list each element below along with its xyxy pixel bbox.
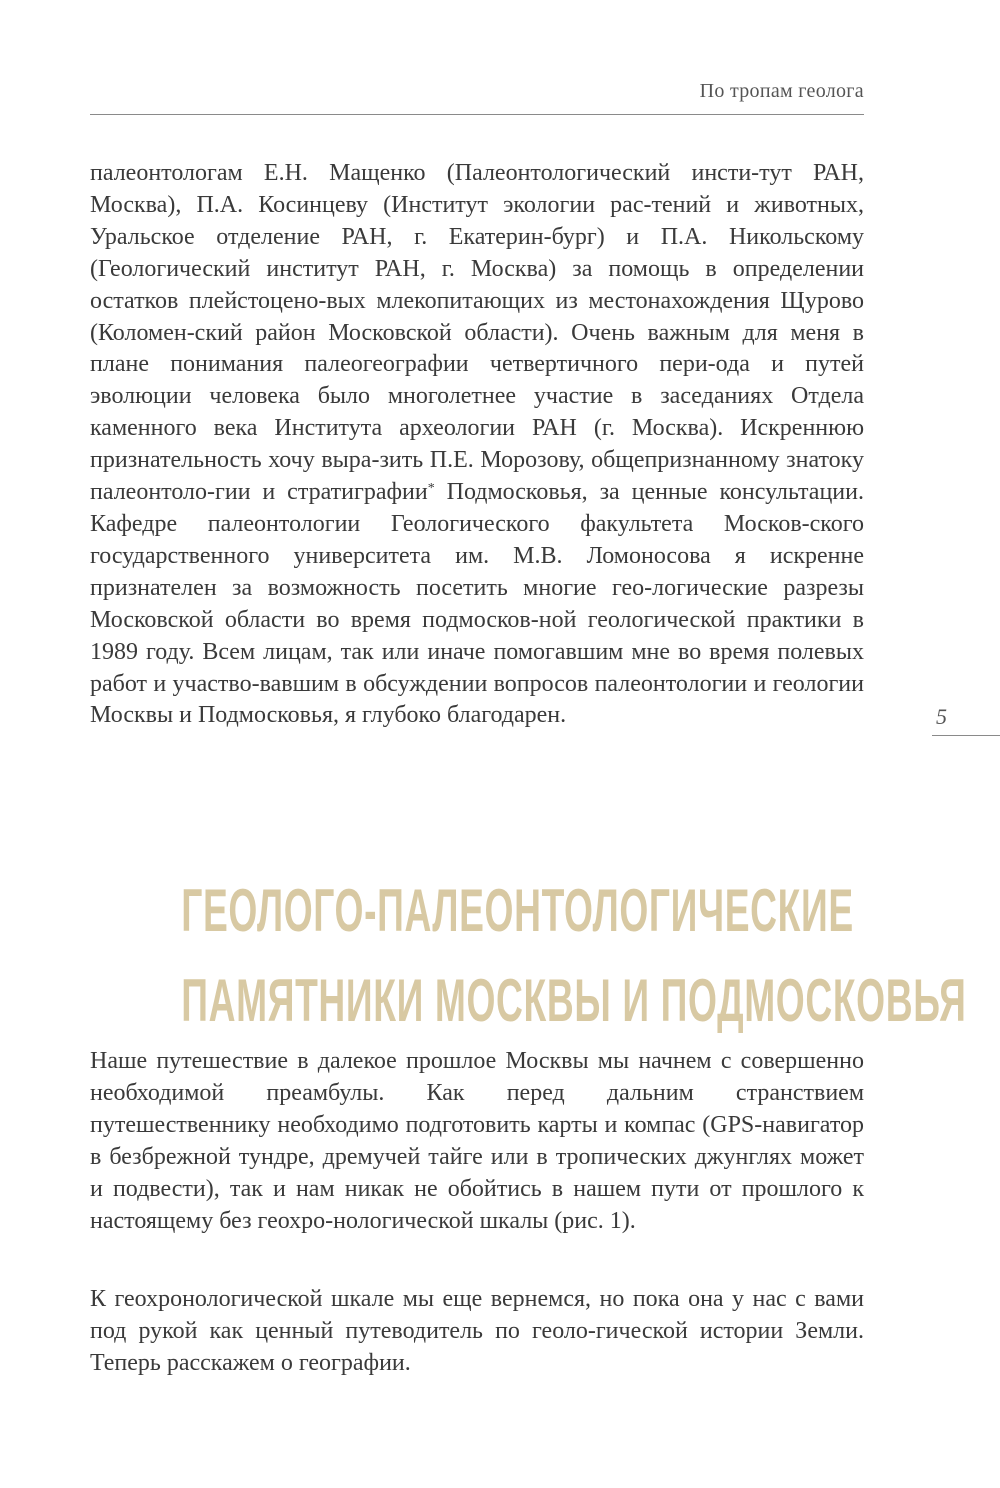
- paragraph-acknowledgements-part2: Подмосковья, за ценные консультации. Кафедре палеонтологии Геологического факультета Москов-ского государственного университета им. М.В. Ломоносова я искренне признателен за возможность посетить многие гео-логические разрезы Московской области во время подмосков-ной геологической практики в 1989 году. Всем лицам, так или иначе помогавшим мне во время полевых работ и участво-вавшим в обсуждении вопросов палеонтологии и геологии Москвы и Подмосковья, я глубоко благодарен.: [90, 479, 864, 729]
- running-header: По тропам геолога: [699, 80, 864, 102]
- paragraph-intro: Наше путешествие в далекое прошлое Москвы мы начнем с совершенно необходимой преамбулы. Как перед дальним странствием путешественнику необходимо подготовить карты и компас (GPS-навигатор в безбрежной тундре, дремучей тайге или в тропических джунглях может и подвести), так и нам никак не обойтись в нашем пути от прошлого к настоящему без геохро-нологической шкалы (рис. 1).: [90, 1048, 864, 1234]
- section-title: [181, 866, 967, 1046]
- paragraph-acknowledgements: [90, 158, 864, 732]
- paragraph-acknowledgements-part1: палеонтологам Е.Н. Мащенко (Палеонтологический инсти-тут РАН, Москва), П.А. Косинцеву (Институт экологии рас-тений и животных, Уральское отделение РАН, г. Екатерин-бург) и П.А. Никольскому (Геологический институт РАН, г. Москва) за помощь в определении остатков плейстоцено-вых млекопитающих из местонахождения Щурово (Коломен-ский район Московской области). Очень важным для меня в плане понимания палеогеографии четвертичного пери-ода и путей эволюции человека было многолетнее участие в заседаниях Отдела каменного века Института археологии РАН (г. Москва). Искреннюю признательность хочу выра-зить П.Е. Морозову, общепризнанному знатоку палеонтоло-гии и стратиграфии: [90, 160, 864, 506]
- page-number: 5: [936, 704, 947, 729]
- page-number-rule: [932, 735, 1000, 736]
- section-title-line-1: ГЕОЛОГО-ПАЛЕОНТОЛОГИЧЕСКИЕ: [181, 877, 854, 944]
- paragraph-geography: К геохронологической шкале мы еще вернемся, но пока она у нас с вами под рукой как ценный путеводитель по геоло-гической истории Земли. Теперь расскажем о географии.: [90, 1286, 864, 1376]
- footnote-marker[interactable]: *: [427, 481, 435, 497]
- header-rule: [90, 114, 864, 115]
- section-title-line-2: ПАМЯТНИКИ МОСКВЫ И ПОДМОСКОВЬЯ: [181, 967, 967, 1034]
